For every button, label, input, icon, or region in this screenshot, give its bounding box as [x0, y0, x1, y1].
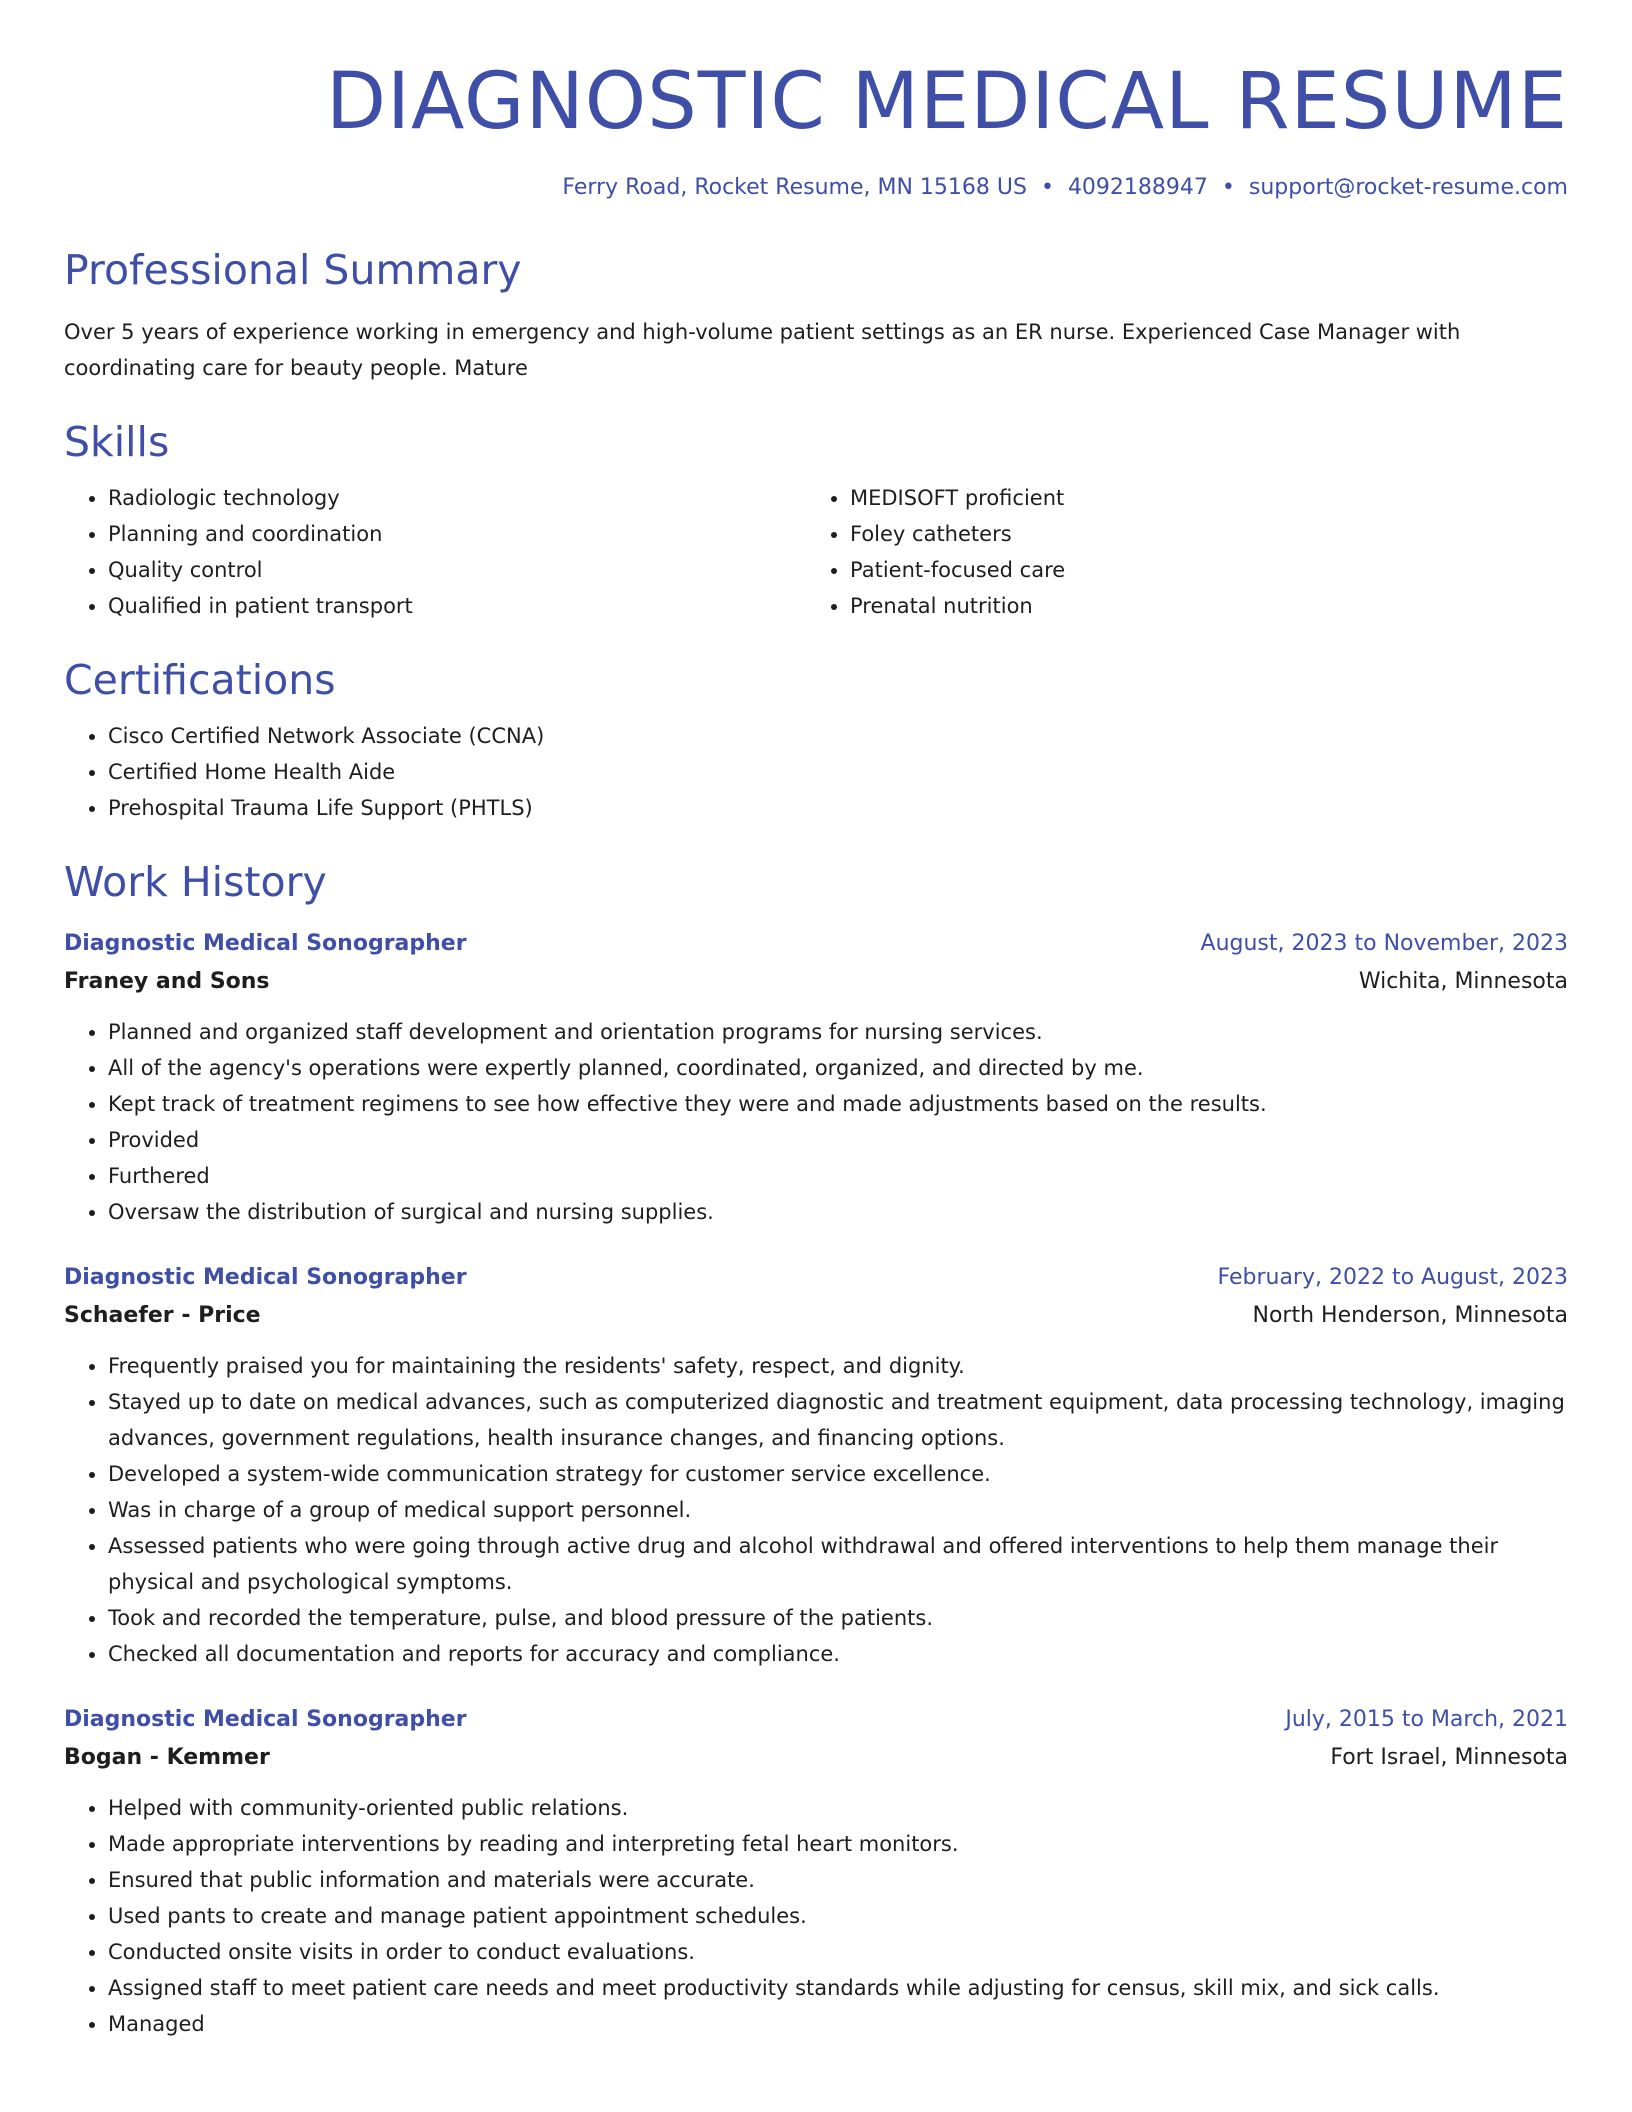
job-bullet: • Stayed up to date on medical advances, such as computerized diagnostic and treatment equipment, data processing technology, imaging advances, government regulations, health insurance changes, and financing options. — [108, 1384, 1568, 1456]
job-bullet: • Oversaw the distribution of surgical and nursing supplies. — [108, 1194, 1568, 1230]
job-bullet: • Provided — [108, 1122, 1568, 1158]
job-bullet: • Frequently praised you for maintaining the residents' safety, respect, and dignity. — [108, 1348, 1568, 1384]
skills-section — [64, 416, 1568, 624]
job-title-row — [64, 1260, 1568, 1296]
job-bullet: • Made appropriate interventions by reading and interpreting fetal heart monitors. — [108, 1826, 1568, 1862]
certification-item: • Cisco Certified Network Associate (CCNA) — [108, 718, 1568, 754]
job-bullet: • Planned and organized staff development and orientation programs for nursing services. — [108, 1014, 1568, 1050]
job-title: Diagnostic Medical Sonographer — [64, 931, 467, 956]
section-heading-work-history: Work History — [64, 858, 327, 906]
certifications-list — [64, 718, 1568, 826]
job-title: Diagnostic Medical Sonographer — [64, 1707, 467, 1732]
job-dates: August, 2023 to November, 2023 — [1200, 931, 1568, 956]
job-company-row — [64, 1296, 1568, 1336]
skills-list-left — [64, 480, 806, 624]
skill-item: • Patient-focused care — [850, 552, 1568, 588]
job-bullets — [64, 1014, 1568, 1230]
job-location: Wichita, Minnesota — [1358, 969, 1568, 994]
job-bullet: • Conducted onsite visits in order to conduct evaluations. — [108, 1934, 1568, 1970]
job-entry — [64, 1260, 1568, 1672]
job-bullet: • Managed — [108, 2006, 1568, 2042]
job-bullet: • Developed a system-wide communication strategy for customer service excellence. — [108, 1456, 1568, 1492]
job-company-row — [64, 962, 1568, 1002]
job-company: Bogan - Kemmer — [64, 1745, 270, 1770]
skill-item: • Radiologic technology — [108, 480, 806, 516]
job-bullet: • Assigned staff to meet patient care needs and meet productivity standards while adjusting for census, skill mix, and sick calls. — [108, 1970, 1568, 2006]
job-location: Fort Israel, Minnesota — [1330, 1745, 1568, 1770]
skill-item: • Prenatal nutrition — [850, 588, 1568, 624]
resume-title: DIAGNOSTIC MEDICAL RESUME — [325, 57, 1568, 147]
job-bullet: • All of the agency's operations were expertly planned, coordinated, organized, and directed by me. — [108, 1050, 1568, 1086]
job-company: Franey and Sons — [64, 969, 270, 994]
job-title: Diagnostic Medical Sonographer — [64, 1265, 467, 1290]
summary-text: Over 5 years of experience working in emergency and high-volume patient settings as an ER nurse. Experienced Case Manager with coordinating care for beauty people. Mature — [64, 320, 1461, 380]
job-entry — [64, 1702, 1568, 2042]
contact-line — [64, 172, 1568, 204]
skill-item: • Foley catheters — [850, 516, 1568, 552]
job-bullet: • Was in charge of a group of medical support personnel. — [108, 1492, 1568, 1528]
certification-item: • Prehospital Trauma Life Support (PHTLS) — [108, 790, 1568, 826]
job-bullet: • Ensured that public information and materials were accurate. — [108, 1862, 1568, 1898]
job-bullet: • Checked all documentation and reports for accuracy and compliance. — [108, 1636, 1568, 1672]
job-company-row — [64, 1738, 1568, 1778]
job-bullet: • Kept track of treatment regimens to see how effective they were and made adjustments based on the results. — [108, 1086, 1568, 1122]
skill-item: • Quality control — [108, 552, 806, 588]
job-company: Schaefer - Price — [64, 1303, 261, 1328]
job-bullet: • Used pants to create and manage patient appointment schedules. — [108, 1898, 1568, 1934]
job-bullets — [64, 1790, 1568, 2042]
work-history-section — [64, 856, 1568, 2042]
job-entry — [64, 926, 1568, 1230]
contact-address: Ferry Road, Rocket Resume, MN 15168 US — [562, 175, 1027, 200]
contact-email[interactable]: support@rocket-resume.com — [1248, 175, 1568, 200]
contact-separator: • — [1040, 175, 1054, 200]
job-dates: February, 2022 to August, 2023 — [1217, 1265, 1568, 1290]
section-heading-skills: Skills — [64, 418, 170, 466]
skill-item: • Qualified in patient transport — [108, 588, 806, 624]
job-title-row — [64, 1702, 1568, 1738]
professional-summary-section — [64, 244, 1568, 386]
job-location: North Henderson, Minnesota — [1252, 1303, 1568, 1328]
job-bullet: • Furthered — [108, 1158, 1568, 1194]
contact-separator: • — [1221, 175, 1235, 200]
skills-list-right — [806, 480, 1568, 624]
job-bullets — [64, 1348, 1568, 1672]
certification-item: • Certified Home Health Aide — [108, 754, 1568, 790]
job-bullet: • Took and recorded the temperature, pulse, and blood pressure of the patients. — [108, 1600, 1568, 1636]
job-dates: July, 2015 to March, 2021 — [1285, 1707, 1568, 1732]
job-bullet: • Assessed patients who were going through active drug and alcohol withdrawal and offered interventions to help them manage their physical and psychological symptoms. — [108, 1528, 1568, 1600]
skill-item: • Planning and coordination — [108, 516, 806, 552]
section-heading-summary: Professional Summary — [64, 246, 522, 294]
skills-columns — [64, 480, 1568, 624]
job-bullet: • Helped with community-oriented public relations. — [108, 1790, 1568, 1826]
section-heading-certifications: Certifications — [64, 656, 336, 704]
skill-item: • MEDISOFT proficient — [850, 480, 1568, 516]
job-title-row — [64, 926, 1568, 962]
contact-phone: 4092188947 — [1067, 175, 1208, 200]
certifications-section — [64, 654, 1568, 826]
resume-header — [64, 52, 1568, 204]
